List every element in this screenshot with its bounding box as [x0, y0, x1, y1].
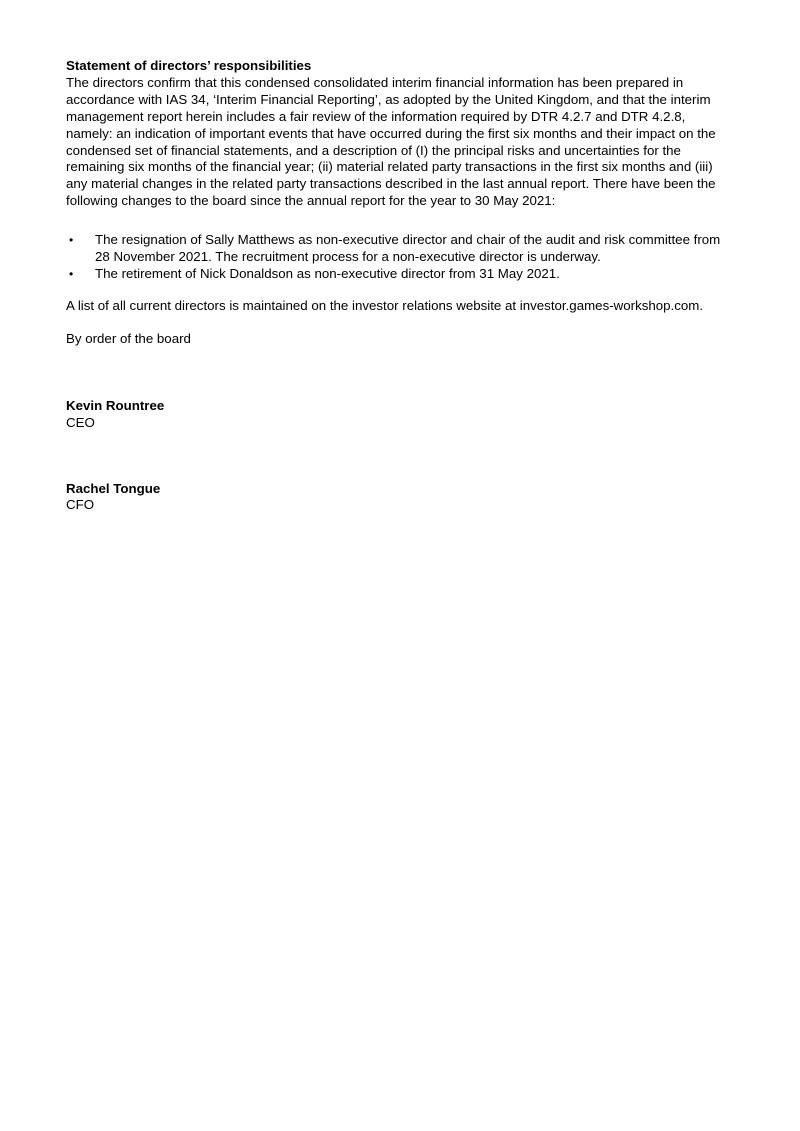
bullet-item	[66, 266, 734, 283]
section-heading: Statement of directors’ responsibilities	[66, 58, 312, 73]
bullet-text: The retirement of Nick Donaldson as non-executive director from 31 May 2021.	[95, 265, 560, 281]
intro-paragraph: The directors confirm that this condensed consolidated interim financial information has been prepared in accordance with IAS 34, ‘Interim Financial Reporting’, as adopted by the United Kingdom, and that the interim management report herein includes a fair review of the information required by DTR 4.2.7 and DTR 4.2.8, namely: an indication of important events that have occurred during the first six months and their impact on the condensed set of financial statements, and a description of (I) the principal risks and uncertainties for the remaining six months of the financial year; (ii) material related party transactions in the first six months and (iii) any material changes in the related party transactions described in the last annual report. There have been the following changes to the board since the annual report for the year to 30 May 2021:	[66, 74, 716, 209]
bullet-list	[66, 232, 734, 283]
by-order-line: By order of the board	[66, 330, 191, 346]
signatory-name: Rachel Tongue	[66, 480, 161, 496]
bullet-marker: •	[69, 233, 74, 248]
signatory-title: CEO	[66, 414, 95, 430]
signatory-block	[66, 398, 734, 432]
bullet-marker: •	[69, 266, 74, 281]
bullet-item	[66, 232, 734, 266]
bullet-text: The resignation of Sally Matthews as non-executive director and chair of the audit and risk committee from 28 November 2021. The recruitment process for a non-executive director is underway.	[95, 232, 721, 265]
signatory-title: CFO	[66, 497, 95, 513]
directors-list-paragraph: A list of all current directors is maintained on the investor relations website at investor.games-workshop.com.	[66, 297, 704, 313]
signatory-name: Kevin Rountree	[66, 397, 165, 413]
signatory-block	[66, 481, 734, 515]
